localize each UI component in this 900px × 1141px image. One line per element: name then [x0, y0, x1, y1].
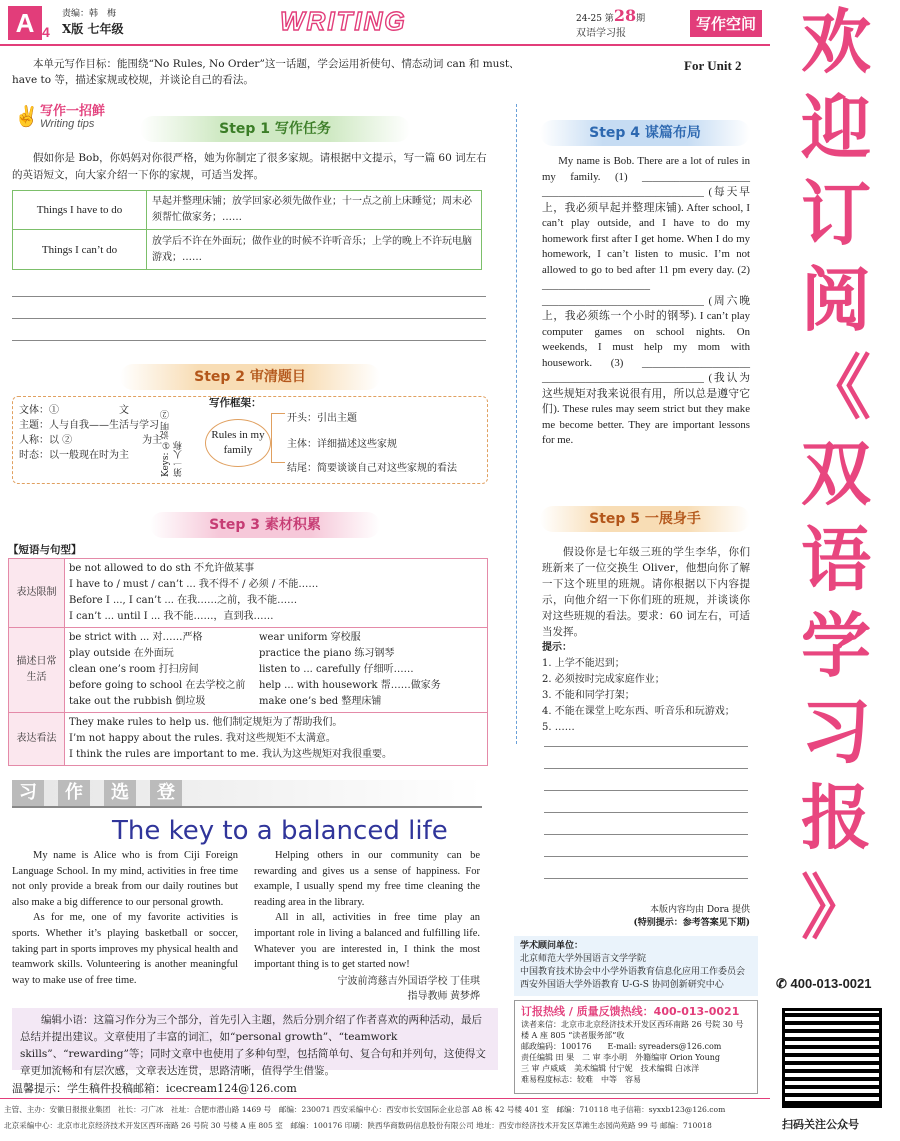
header-rule — [0, 44, 770, 46]
step4-title: Step 4 谋篇布局 — [540, 120, 750, 146]
phrase: practice the piano 练习钢琴 — [259, 648, 395, 659]
essay-title: The key to a balanced life — [112, 816, 448, 846]
subscription-box — [514, 1000, 758, 1094]
answer-line[interactable] — [544, 790, 748, 791]
essay-col-2 — [254, 848, 480, 1005]
featured-essay-banner — [12, 780, 482, 808]
page-letter: A — [8, 6, 42, 40]
reader-address: 读者来信：北京市北京经济技术开发区西环南路 26 号院 30 号楼 A 座 805 “读者服务部”收 — [521, 1020, 744, 1040]
frame-body: 主体：详细描述这些家规 — [287, 439, 397, 450]
subscribe-promo — [772, 0, 900, 1141]
step5-title: Step 5 一展身手 — [540, 506, 750, 532]
banner-char: 登 — [150, 780, 182, 806]
genre-line: 文体：① 文 — [19, 405, 129, 416]
column-tag: 写作空间 — [690, 10, 762, 37]
rule-key: Things I can’t do — [13, 230, 147, 270]
phrase: be strict with ... 对……严格 — [69, 632, 203, 643]
advisor: 西安外国语大学外语教育 U-G-S 协同创新研究中心 — [520, 980, 724, 990]
step3-title: Step 3 素材积累 — [150, 512, 380, 538]
phrase: listen to ... carefully 仔细听…… — [259, 664, 414, 675]
mindmap-bracket — [271, 413, 285, 463]
phrase: make one’s bed 整理床铺 — [259, 696, 382, 707]
editors-line: 三 审 卢威威 美术编辑 付宁妮 技术编辑 白冰洋 — [521, 1064, 700, 1073]
essay-paragraph: Helping others in our community can be rewarding and gives us a sense of happiness. For example, I usually spend my free time cleaning the reading area in the library. — [254, 850, 480, 908]
section-title: WRITING — [280, 6, 407, 36]
essay-paragraph: My name is Alice who is from Ciji Foreign Language School. In my mind, activities in free time not only provide a break from our daily routines but also make a big difference to our personal growth. — [12, 850, 238, 908]
answer-line[interactable] — [544, 746, 748, 747]
hint-item: 1. 上学不能迟到； — [542, 658, 625, 669]
answer-note: (特别提示：参考答案见下期) — [633, 918, 750, 928]
promo-char: 报 — [801, 777, 871, 859]
rule-key: Things I have to do — [13, 191, 147, 230]
answer-line[interactable] — [12, 340, 486, 341]
hint-item: 3. 不能和同学打架； — [542, 690, 635, 701]
step5-text: 假设你是七年级三班的学生李华，你们班新来了一位交换生 Oliver，他想向你了解一下这个班里的班规。请你根据以下内容提示，向他介绍一下你们班的班规，并谈谈你对这些班规的看法。要求：60 词左右，可适当发挥。 — [542, 546, 750, 638]
tense-line: 时态：以一般现在时为主 — [19, 450, 129, 461]
editors-line: 责任编辑 田 果 二 审 李小明 外籍编审 Orion Young — [521, 1053, 720, 1062]
phrase-table — [8, 558, 488, 766]
phrase: help ... with housework 帮……做家务 — [259, 680, 441, 691]
promo-char: 阅 — [801, 259, 871, 341]
promo-char: 学 — [801, 605, 871, 687]
frame-label: 写作框架： — [209, 397, 262, 409]
content-credit: 本版内容均由 Dora 提供 — [649, 905, 750, 915]
issue-number: 24-25 第28期 — [576, 6, 646, 25]
editor: 责编：韩 梅 — [62, 9, 117, 19]
group-label: 表达限制 — [9, 559, 65, 628]
phone-icon: ✆ — [776, 976, 787, 991]
step2-title: Step 2 审清题目 — [120, 364, 380, 390]
promo-char: 》 — [801, 867, 871, 949]
phrase: take out the rubbish 倒垃圾 — [69, 696, 206, 707]
answer-line[interactable] — [544, 812, 748, 813]
phrase: be not allowed to do sth 不允许做某事 — [69, 563, 255, 574]
hint-item: 4. 不能在课堂上吃东西、听音乐和玩游戏； — [542, 706, 735, 717]
thumbs-up-icon: ✌ — [14, 104, 39, 128]
step1-title: Step 1 写作任务 — [140, 116, 410, 142]
phrase: before going to school 在去学校之前 — [69, 680, 246, 691]
qr-code-icon[interactable] — [782, 1008, 882, 1108]
advisors-title: 学术顾问单位： — [520, 941, 584, 951]
phrase: clean one’s room 打扫房间 — [69, 664, 199, 675]
tips-title: 写作一招鲜 — [40, 104, 106, 119]
frame-opening: 开头：引出主题 — [287, 413, 357, 424]
essay-paragraph: All in all, activities in free time play an important role in living a balanced and fulfilling life. Whatever you are interested in, I think the most important thing is to get started now! — [254, 912, 480, 971]
step4-text: My name is Bob. There are a lot of rules in my family. (1) ____________________ ______________________________ (每天早上，我必须早起并整理床铺). After school, I can’t play outside, and I have to do my homework first after I get home. When I do my homework, I can’t listen to music. I’m not allowed to go to bed after 11 pm every day. (2) ____________________ ______________________________ (周六晚上，我必须练一个小时的钢琴). I can’t play computer games on school nights. On weekends, I must help my mom with housework. (3) ____________________ ______________________________ (我认为这些规矩对我来说很有用，所以总是遵守它们). These rules may seem strict but they make me become better. They are important lessons for me. — [542, 155, 750, 446]
banner-char: 习 — [12, 780, 44, 806]
answer-line[interactable] — [12, 318, 486, 319]
promo-char: 双 — [801, 433, 871, 515]
phrase: They make rules to help us. 他们制定规矩为了帮助我们。 — [69, 717, 343, 728]
rule-value: 放学后不许在外面玩；做作业的时候不许听音乐；上学的晚上不许玩电脑游戏；…… — [147, 230, 482, 270]
editor-comment: 编辑小语：这篇习作分为三个部分，首先引入主题，然后分别介绍了作者喜欢的两种活动，最后总结并提出建议。文章使用了丰富的词汇，如“personal growth”、“teamwork skills”、“rewarding”等；同时文章中也使用了多种句型，包括简单句、复合句和并列句，这使得文章更加流畅和有层次感，文章表达连贯，思路清晰，值得学生借鉴。 — [12, 1008, 498, 1070]
phrase: Before I ..., I can’t ... 在我……之前，我不能…… — [69, 595, 298, 606]
answer-line[interactable] — [544, 878, 748, 879]
step2-frame — [12, 396, 488, 484]
answer-keys: Keys: ①说明 ②第一人称 — [161, 409, 184, 477]
page-number: 4 — [42, 24, 50, 40]
phrase: I’m not happy about the rules. 我对这些规矩不太满意。 — [69, 733, 336, 744]
promo-char: 订 — [801, 173, 871, 255]
phone-number: 400-013-0021 — [790, 976, 872, 991]
phrase: I can’t ... until I ... 我不能……，直到我…… — [69, 611, 274, 622]
banner-char: 选 — [104, 780, 136, 806]
hint-item: 2. 必须按时完成家庭作业； — [542, 674, 665, 685]
person-line: 人称：以 ② 为主 — [19, 435, 163, 446]
step1-text: 假如你是 Bob，你妈妈对你很严格，她为你制定了很多家规。请根据中文提示，写一篇 60 词左右的英语短文，向大家介绍一下你的家规，可适当发挥。 — [12, 152, 487, 181]
hint-label: 提示： — [542, 642, 572, 653]
phrase: play outside 在外面玩 — [69, 648, 174, 659]
step5-hints — [542, 640, 750, 736]
tips-subtitle: Writing tips — [40, 118, 95, 130]
promo-char: 欢 — [801, 1, 871, 83]
promo-char: 《 — [801, 347, 871, 429]
advisor: 中国教育技术协会中小学外语教育信息化应用工作委员会 — [520, 967, 746, 977]
unit-label: For Unit 2 — [684, 58, 742, 73]
footer-rule — [0, 1098, 770, 1099]
table-row — [13, 191, 482, 230]
hint-item: 5. …… — [542, 722, 575, 733]
unit-goal: 本单元写作目标：能围绕“No Rules, No Order”这一话题，学会运用祈使句、情态动词 can 和 must、have to 等，描述家规或校规，并谈论自己的看法。 — [12, 58, 520, 86]
essay-col-1 — [12, 848, 238, 988]
theme-line: 主题：人与自我——生活与学习 — [19, 420, 159, 431]
answer-line[interactable] — [544, 768, 748, 769]
table-row — [9, 713, 488, 766]
edition-grade: X版 七年级 — [62, 22, 124, 36]
column-divider — [516, 104, 517, 744]
essay-paragraph: As for me, one of my favorite activities is sports. Whether it’s playing basketball or soccer, taking part in sports improves my physical health and teamwork skills. Volunteering is another meaningful way to make use of free time. — [12, 912, 238, 986]
banner-char: 作 — [58, 780, 90, 806]
mindmap-center: Rules in my family — [205, 419, 271, 467]
group-label: 表达看法 — [9, 713, 65, 766]
phrase: I have to / must / can’t ... 我不得不 / 必须 / 不能…… — [69, 579, 319, 590]
phrase: wear uniform 穿校服 — [259, 632, 361, 643]
rule-value: 早起并整理床铺；放学回家必须先做作业；十一点之前上床睡觉；周末必须帮忙做家务；…… — [147, 191, 482, 230]
table-row — [13, 230, 482, 270]
difficulty-legend: 难易程度标志：较难 中等 容易 — [521, 1075, 641, 1084]
hotline: 订报热线 / 质量反馈热线：400-013-0021 — [521, 1005, 740, 1018]
group-label: 描述日常生活 — [9, 628, 65, 713]
promo-char: 语 — [801, 519, 871, 601]
promo-char: 迎 — [801, 87, 871, 169]
postal-email: 邮政编码：100176 E-mail: syreaders@126.com — [521, 1042, 722, 1051]
footer-line: 北京采编中心：北京市北京经济技术开发区西环南路 26 号院 30 号楼 A 座 805 室 邮编：100176 印刷：陕西华商数码信息股份有限公司 地址：西安市经济技术开发区草滩生态园尚苑路 99 号 邮编：710018 — [4, 1121, 712, 1130]
paper-name: 双语学习报 — [576, 28, 626, 39]
table-row — [9, 559, 488, 628]
promo-phone — [776, 976, 872, 992]
advisor: 北京师范大学外国语言文学学院 — [520, 954, 647, 964]
advisors-box — [514, 936, 758, 996]
answer-line[interactable] — [544, 856, 748, 857]
step1-table — [12, 190, 482, 270]
answer-line[interactable] — [12, 296, 486, 297]
qr-caption: 扫码关注公众号 — [782, 1118, 859, 1131]
footer-line: 主管、主办：安徽日报报业集团 社长：刁广冰 社址：合肥市潜山路 1469 号 邮编：230071 西安采编中心：西安市长安国际企业总部 A8 栋 42 号楼 401 室 邮编：710118 电子信箱：syxxb123@126.com — [4, 1105, 726, 1114]
step3-head: 【短语与句型】 — [8, 544, 82, 556]
promo-char: 习 — [801, 691, 871, 773]
answer-line[interactable] — [544, 834, 748, 835]
writing-tips-logo — [14, 100, 124, 138]
essay-author: 宁波前湾慈吉外国语学校 丁佳琪 — [337, 975, 480, 987]
frame-ending: 结尾：简要谈谈自己对这些家规的看法 — [287, 463, 457, 474]
table-row — [9, 628, 488, 713]
essay-teacher: 指导教师 黄梦烨 — [407, 991, 480, 1003]
phrase: I think the rules are important to me. 我认为这些规矩对我很重要。 — [69, 749, 392, 760]
submission-tip: 温馨提示：学生稿件投稿邮箱：icecream124@126.com — [12, 1082, 297, 1095]
